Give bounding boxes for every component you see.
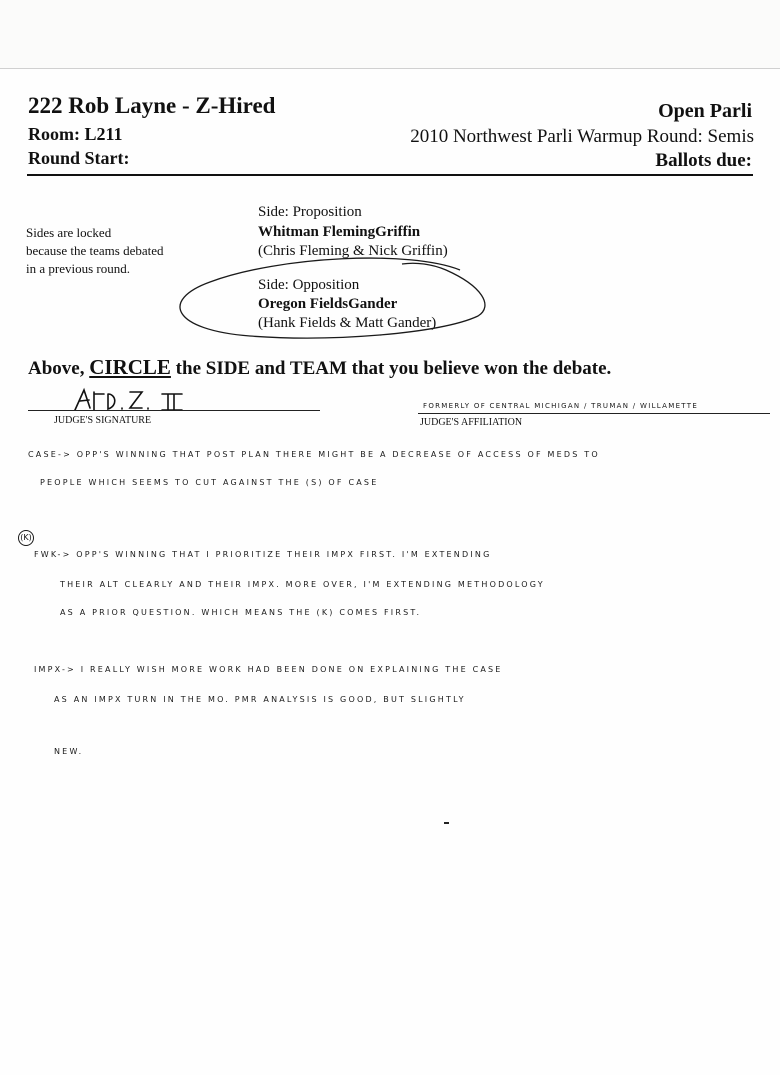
ballot-title: 222 Rob Layne - Z-Hired: [28, 93, 276, 118]
affiliation-line: [418, 413, 770, 414]
kritik-mark: (K): [18, 530, 34, 546]
scan-margin: [0, 0, 780, 70]
comment-impacts-line-2: AS AN IMPX TURN IN THE MO. PMR ANALYSIS IS GOOD, BUT SLIGHTLY: [54, 695, 466, 704]
proposition-members: (Chris Fleming & Nick Griffin): [258, 243, 448, 259]
round-start-label: Round Start:: [28, 148, 130, 168]
judge-signature: [70, 384, 200, 416]
circle-instruction: Above, CIRCLE the SIDE and TEAM that you believe won the debate.: [28, 355, 612, 379]
ballots-due-label: Ballots due:: [655, 150, 752, 171]
comment-impacts-line-1: IMPX-> I REALLY WISH MORE WORK HAD BEEN DONE ON EXPLAINING THE CASE: [34, 665, 503, 674]
winner-circle-mark: [160, 248, 500, 348]
pen-mark: [444, 822, 449, 824]
comment-case-line-2: PEOPLE WHICH SEEMS TO CUT AGAINST THE (S) OF CASE: [40, 478, 379, 487]
room-label: Room: L211: [28, 124, 123, 144]
ballot-sheet: [0, 68, 780, 1075]
opposition-team: Oregon FieldsGander: [258, 296, 398, 312]
tournament-label: 2010 Northwest Parli Warmup Round: Semis: [410, 126, 754, 147]
proposition-side-label: Side: Proposition: [258, 204, 362, 220]
sides-locked-note: Sides are locked because the teams debated in a previous round.: [26, 225, 164, 276]
opposition-side-label: Side: Opposition: [258, 277, 360, 293]
opposition-members: (Hank Fields & Matt Gander): [258, 315, 437, 331]
comment-framework-line-1: FWK-> OPP'S WINNING THAT I PRIORITIZE THEIR IMPX FIRST. I'M EXTENDING: [34, 550, 492, 559]
header-divider: [27, 174, 753, 176]
proposition-team: Whitman FlemingGriffin: [258, 224, 421, 240]
comment-framework-line-3: AS A PRIOR QUESTION. WHICH MEANS THE (K) COMES FIRST.: [60, 608, 422, 617]
signature-line: [28, 410, 320, 411]
division-label: Open Parli: [658, 100, 752, 122]
comment-case-line-1: CASE-> OPP'S WINNING THAT POST PLAN THERE MIGHT BE A DECREASE OF ACCESS OF MEDS TO: [28, 450, 600, 459]
comment-impacts-line-3: NEW.: [54, 747, 84, 756]
comment-framework-line-2: THEIR ALT CLEARLY AND THEIR IMPX. MORE OVER, I'M EXTENDING METHODOLOGY: [60, 580, 545, 589]
signature-label: JUDGE'S SIGNATURE: [54, 415, 152, 426]
judge-affiliation: FORMERLY OF CENTRAL MICHIGAN / TRUMAN / WILLAMETTE: [423, 402, 699, 410]
affiliation-label: JUDGE'S AFFILIATION: [420, 417, 523, 428]
